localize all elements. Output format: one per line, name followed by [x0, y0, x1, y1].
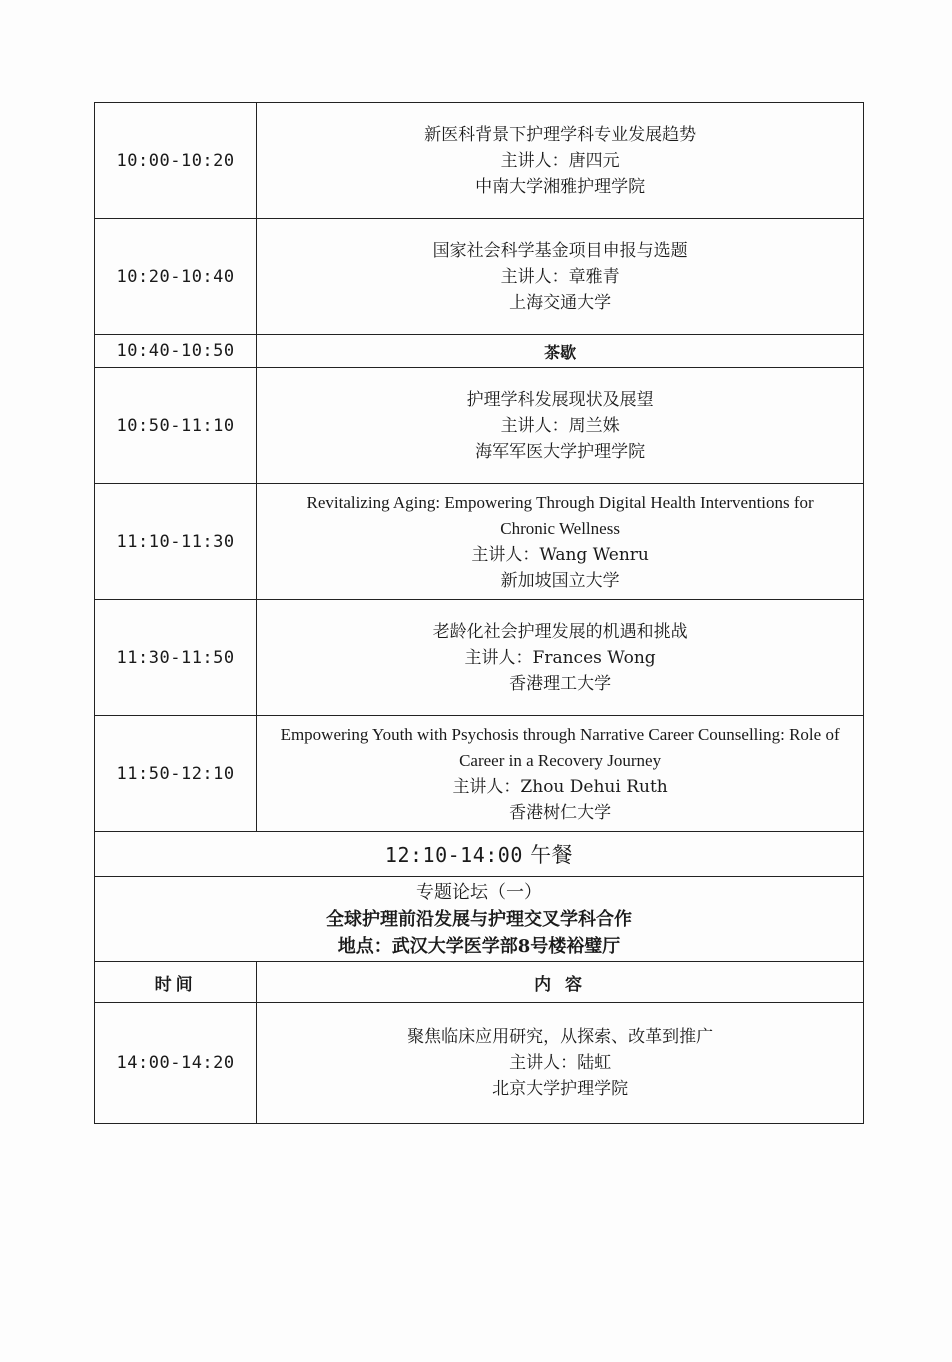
header-time: 时间	[95, 962, 257, 1003]
time-cell: 10:00-10:20	[95, 103, 257, 219]
time-cell: 10:40-10:50	[95, 335, 257, 368]
talk-title: 国家社会科学基金项目申报与选题	[432, 240, 688, 261]
talk-affiliation: 上海交通大学	[509, 292, 612, 313]
talk-speaker: 主讲人：唐四元	[500, 150, 620, 171]
time-cell: 14:00-14:20	[95, 1003, 257, 1124]
content-cell	[257, 103, 864, 219]
content-cell	[257, 600, 864, 716]
schedule-row	[95, 103, 864, 219]
schedule-row	[95, 600, 864, 716]
table-header-row	[95, 962, 864, 1003]
schedule-row	[95, 484, 864, 600]
time-cell: 10:20-10:40	[95, 219, 257, 335]
schedule-table	[94, 102, 864, 1124]
forum-theme: 全球护理前沿发展与护理交叉学科合作	[326, 908, 632, 930]
forum-location: 地点：武汉大学医学部8号楼裕璧厅	[337, 935, 621, 957]
forum-name: 专题论坛（一）	[416, 881, 542, 903]
tea-break-label: 茶歇	[544, 342, 577, 362]
time-cell: 11:10-11:30	[95, 484, 257, 600]
talk-affiliation: 香港树仁大学	[509, 802, 612, 823]
schedule-row	[95, 1003, 864, 1124]
talk-affiliation: 新加坡国立大学	[500, 570, 620, 591]
talk-speaker: 主讲人：Zhou Dehui Ruth	[452, 776, 668, 797]
content-cell	[257, 484, 864, 600]
talk-title-line-2: Career in a Recovery Journey	[459, 750, 662, 770]
lunch-row	[95, 832, 864, 877]
time-cell: 10:50-11:10	[95, 368, 257, 484]
talk-speaker: 主讲人：周兰姝	[500, 415, 620, 436]
content-cell	[257, 219, 864, 335]
talk-title: 护理学科发展现状及展望	[466, 389, 654, 410]
talk-title: 聚焦临床应用研究，从探索、改革到推广	[407, 1027, 714, 1047]
schedule-row	[95, 219, 864, 335]
content-cell	[257, 716, 864, 832]
schedule-row	[95, 368, 864, 484]
talk-speaker: 主讲人：Wang Wenru	[471, 544, 649, 565]
talk-title: 老龄化社会护理发展的机遇和挑战	[432, 621, 688, 642]
time-cell: 11:30-11:50	[95, 600, 257, 716]
talk-affiliation: 中南大学湘雅护理学院	[475, 176, 646, 197]
content-cell	[257, 335, 864, 368]
header-content: 内 容	[257, 962, 864, 1003]
content-cell	[257, 368, 864, 484]
talk-title-line-2: Chronic Wellness	[500, 518, 620, 538]
lunch-label: 午餐	[530, 843, 574, 867]
talk-title-line-1: Revitalizing Aging: Empowering Through Digital Health Interventions for	[306, 492, 814, 512]
forum-row	[95, 877, 864, 962]
content-cell	[257, 1003, 864, 1124]
talk-speaker: 主讲人：Frances Wong	[464, 647, 656, 668]
talk-speaker: 主讲人：章雅青	[500, 266, 620, 287]
forum-cell	[95, 877, 864, 962]
break-row	[95, 335, 864, 368]
talk-affiliation: 香港理工大学	[509, 673, 612, 694]
talk-affiliation: 海军军医大学护理学院	[475, 441, 646, 462]
talk-title-line-1: Empowering Youth with Psychosis through Narrative Career Counselling: Role of	[280, 724, 840, 744]
lunch-cell	[95, 832, 864, 877]
talk-affiliation: 北京大学护理学院	[492, 1079, 629, 1099]
lunch-time: 12:10-14:00	[384, 843, 523, 867]
schedule-row	[95, 716, 864, 832]
talk-speaker: 主讲人：陆虹	[509, 1053, 612, 1073]
talk-title: 新医科背景下护理学科专业发展趋势	[424, 124, 697, 145]
time-cell: 11:50-12:10	[95, 716, 257, 832]
